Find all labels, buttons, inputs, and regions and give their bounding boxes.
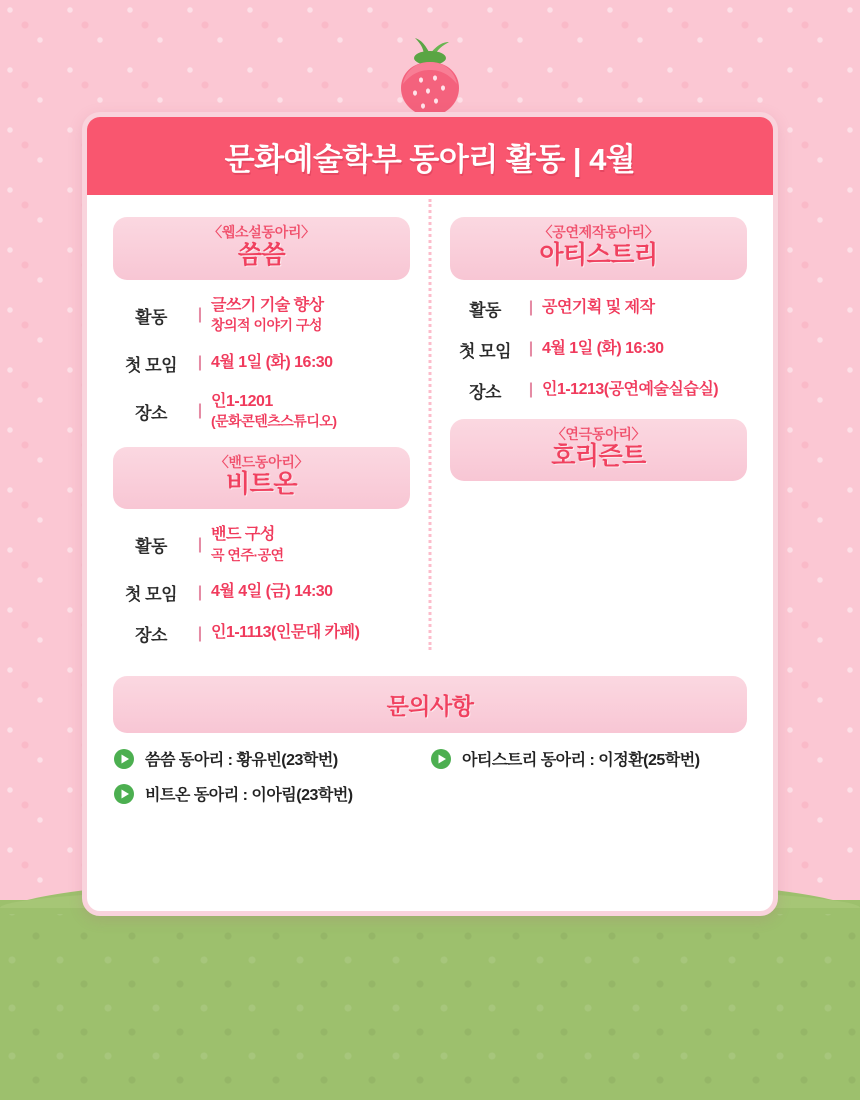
info-separator: | [197, 624, 203, 642]
clubs-columns [113, 217, 747, 662]
info-label-first-meeting: 첫 모임 [459, 341, 511, 361]
info-value-place [211, 392, 410, 431]
contact-text: 아티스트리 동아리 : 이정환(25학번) [462, 752, 700, 770]
info-row-first-meeting [113, 580, 410, 605]
info-value-first-meeting: 4월 1일 (화) 16:30 [542, 339, 664, 357]
club-info-ssumssum [113, 296, 410, 431]
info-label-place: 장소 [135, 626, 167, 646]
info-separator: | [197, 306, 203, 324]
right-column [430, 217, 747, 662]
card-body [87, 195, 773, 662]
club-name-label: 비트온 [226, 470, 297, 499]
play-bullet-icon [113, 783, 135, 805]
contact-title: 문의사항 [386, 693, 474, 720]
play-bullet-icon [430, 748, 452, 770]
info-separator: | [528, 381, 534, 399]
club-kind-label: 〈연극동아리〉 [551, 425, 646, 442]
activity-main: 밴드 구성 [211, 526, 275, 544]
activity-main: 글쓰기 기술 향상 [211, 296, 324, 314]
info-separator: | [197, 583, 203, 601]
info-label-activity: 활동 [469, 300, 501, 320]
card-header [87, 117, 773, 195]
info-row-place [113, 621, 410, 646]
info-row-first-meeting [450, 337, 747, 362]
background-grass [0, 900, 860, 1100]
info-row-activity [113, 525, 410, 564]
info-value-activity: 공연기획 및 제작 [542, 298, 655, 316]
info-separator: | [197, 535, 203, 553]
info-row-place [113, 392, 410, 431]
info-label-place: 장소 [469, 382, 501, 402]
activity-sub: 곡 연주·공연 [211, 546, 284, 563]
club-title-ssumssum [113, 217, 410, 280]
club-name-label: 호리즌트 [551, 442, 646, 471]
list-item [113, 782, 430, 805]
contact-text: 비트온 동아리 : 이아림(23학번) [145, 787, 353, 805]
info-label-activity: 활동 [135, 307, 167, 327]
info-value-place: 인1-1113(인문대 카페) [211, 624, 360, 642]
info-row-place [450, 378, 747, 403]
club-kind-label: 〈공연제작동아리〉 [538, 224, 659, 240]
club-title-beaton [113, 447, 410, 510]
play-bullet-icon [113, 748, 135, 770]
info-label-activity: 활동 [135, 537, 167, 557]
club-kind-label: 〈밴드동아리〉 [214, 453, 309, 470]
list-item [113, 747, 430, 770]
info-row-first-meeting [113, 351, 410, 376]
activity-sub: 창의적 이야기 구성 [211, 317, 322, 334]
info-separator: | [528, 340, 534, 358]
club-kind-label: 〈웹소설동아리〉 [208, 224, 315, 240]
club-name-label: 아티스트리 [539, 240, 658, 269]
info-label-place: 장소 [135, 403, 167, 423]
contact-list [113, 747, 747, 817]
club-info-artistry [450, 296, 747, 403]
info-value-activity [211, 296, 410, 335]
info-value-activity [211, 525, 410, 564]
info-value-place: 인1-1213(공연예술실습실) [542, 380, 719, 398]
info-separator: | [197, 402, 203, 420]
info-value-first-meeting: 4월 1일 (화) 16:30 [211, 353, 333, 371]
place-sub: (문화콘텐츠스튜디오) [211, 413, 337, 430]
list-item [430, 747, 747, 770]
info-label-first-meeting: 첫 모임 [125, 355, 177, 375]
info-separator: | [528, 299, 534, 317]
info-row-activity [450, 296, 747, 321]
info-label-first-meeting: 첫 모임 [125, 585, 177, 605]
page-title: 문화예술학부 동아리 활동 | 4월 [224, 141, 636, 177]
club-info-beaton [113, 525, 410, 646]
strawberry-icon [385, 36, 475, 120]
club-title-horizont [450, 419, 747, 482]
contact-title-pill [113, 676, 747, 733]
place-main: 인1-1201 [211, 392, 273, 410]
info-separator: | [197, 354, 203, 372]
left-column [113, 217, 430, 662]
club-title-artistry [450, 217, 747, 280]
contact-text: 씀씀 동아리 : 황유빈(23학번) [145, 752, 338, 770]
club-name-label: 씀씀 [237, 240, 286, 269]
info-value-first-meeting: 4월 4일 (금) 14:30 [211, 583, 333, 601]
info-row-activity [113, 296, 410, 335]
poster-card [82, 112, 778, 916]
